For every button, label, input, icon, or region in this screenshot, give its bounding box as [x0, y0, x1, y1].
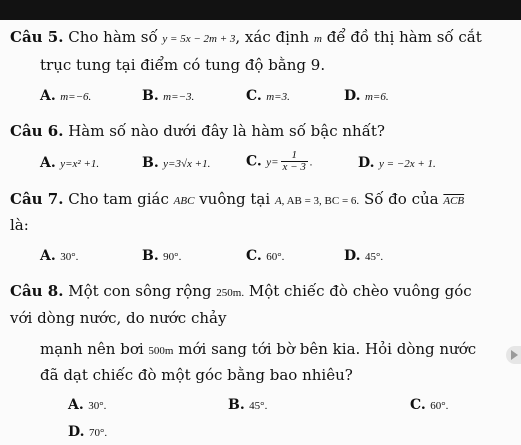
fraction-numerator: 1 [281, 150, 308, 162]
q8-text-b: Một chiếc đò chèo vuông góc [244, 282, 472, 300]
q5-option-a[interactable] [40, 87, 91, 106]
option-value-prefix: y= [266, 156, 279, 169]
q5-var-m: m [314, 33, 322, 45]
q6-text: Hàm số nào dưới đây là hàm số bậc nhất? [63, 122, 385, 140]
q5-number: Câu 5. [10, 28, 64, 46]
option-value: 45°. [249, 400, 268, 412]
q8-line2: với dòng nước, do nước chảy [10, 309, 227, 327]
q7-option-a[interactable] [40, 247, 78, 266]
option-value: y = −2x + 1. [378, 158, 436, 170]
option-value: 60°. [266, 251, 285, 263]
option-label: D. [344, 248, 361, 264]
q6-option-a[interactable] [40, 154, 99, 173]
option-value: 70°. [88, 427, 108, 439]
q8-text-a: Một con sông rộng [63, 282, 217, 300]
q6-line1 [10, 122, 385, 140]
q8-line3-b: mới sang tới bờ bên kia. Hỏi dòng nước [173, 340, 477, 358]
q7-text-c: Số đo của [359, 190, 444, 208]
q7-triangle: ABC [173, 195, 195, 207]
option-value: y=3√x +1. [163, 158, 211, 170]
q5-text-c: để đồ thị hàm số cắt [321, 28, 482, 46]
q5-option-c[interactable] [246, 87, 290, 106]
option-label: B. [142, 248, 159, 264]
q7-option-d[interactable] [344, 247, 383, 266]
q6-option-d[interactable] [358, 154, 436, 173]
q8-line3-a: mạnh nên bơi [40, 340, 149, 358]
option-label: D. [344, 88, 361, 104]
option-value: 60°. [430, 400, 449, 412]
q7-number: Câu 7. [10, 190, 64, 208]
option-label: D. [358, 155, 375, 171]
q7-given: , AB = 3, BC = 6. [281, 195, 360, 207]
play-triangle [511, 350, 518, 360]
option-value: y=x² +1. [60, 158, 100, 170]
option-value: m=−6. [60, 91, 92, 103]
q5-formula: y = 5x − 2m + 3 [162, 33, 236, 45]
option-value: 30°. [88, 400, 107, 412]
q8-line3 [40, 340, 476, 360]
option-label: D. [68, 424, 85, 440]
option-value: m=3. [266, 91, 290, 103]
q7-angle: $\overline{ACB}$ [443, 195, 465, 207]
q7-line2: là: [10, 216, 29, 234]
option-label: C. [246, 248, 262, 264]
option-value: 45°. [364, 251, 384, 263]
option-label: A. [40, 88, 56, 104]
q7-option-c[interactable] [246, 247, 284, 266]
q6-number: Câu 6. [10, 122, 64, 140]
option-value: 30°. [60, 251, 79, 263]
q8-option-c[interactable] [410, 396, 448, 415]
option-label: B. [142, 155, 159, 171]
option-label: B. [142, 88, 159, 104]
option-label: A. [40, 248, 56, 264]
q7-line1 [10, 190, 464, 210]
option-label: B. [228, 397, 245, 413]
q5-text-b: , xác định [235, 28, 314, 46]
q6-option-b[interactable] [142, 154, 210, 173]
option-label: C. [410, 397, 426, 413]
q7-text-a: Cho tam giác [63, 190, 174, 208]
q5-option-b[interactable] [142, 87, 194, 106]
q8-option-a[interactable] [68, 396, 106, 415]
option-label: C. [246, 153, 262, 170]
q8-option-b[interactable] [228, 396, 267, 415]
option-label: A. [68, 397, 84, 413]
q8-option-d[interactable] [68, 423, 107, 442]
option-value: m=−3. [163, 91, 195, 103]
q7-vertex: A [274, 195, 282, 207]
option-value: 90°. [163, 251, 182, 263]
q5-line2: trục tung tại điểm có tung độ bằng 9. [40, 56, 326, 74]
q8-line4: đã dạt chiếc đò một góc bằng bao nhiêu? [40, 366, 353, 384]
option-value-suffix: . [309, 156, 313, 169]
top-bar [0, 0, 521, 20]
fraction-denominator: x − 3 [282, 161, 306, 173]
q5-option-d[interactable] [344, 87, 389, 106]
q8-distance: 500m [148, 345, 174, 357]
q7-option-b[interactable] [142, 247, 181, 266]
q6-option-c[interactable] [246, 150, 313, 173]
q5-line1 [10, 28, 482, 48]
q5-text-a: Cho hàm số [63, 28, 163, 46]
q8-number: Câu 8. [10, 282, 64, 300]
fraction [281, 150, 308, 173]
q7-text-b: vuông tại [194, 190, 275, 208]
q8-line1 [10, 282, 472, 302]
option-label: A. [40, 155, 56, 171]
play-icon[interactable] [506, 346, 521, 364]
option-value: m=6. [364, 91, 389, 103]
q8-width: 250m. [216, 287, 245, 299]
option-label: C. [246, 88, 262, 104]
